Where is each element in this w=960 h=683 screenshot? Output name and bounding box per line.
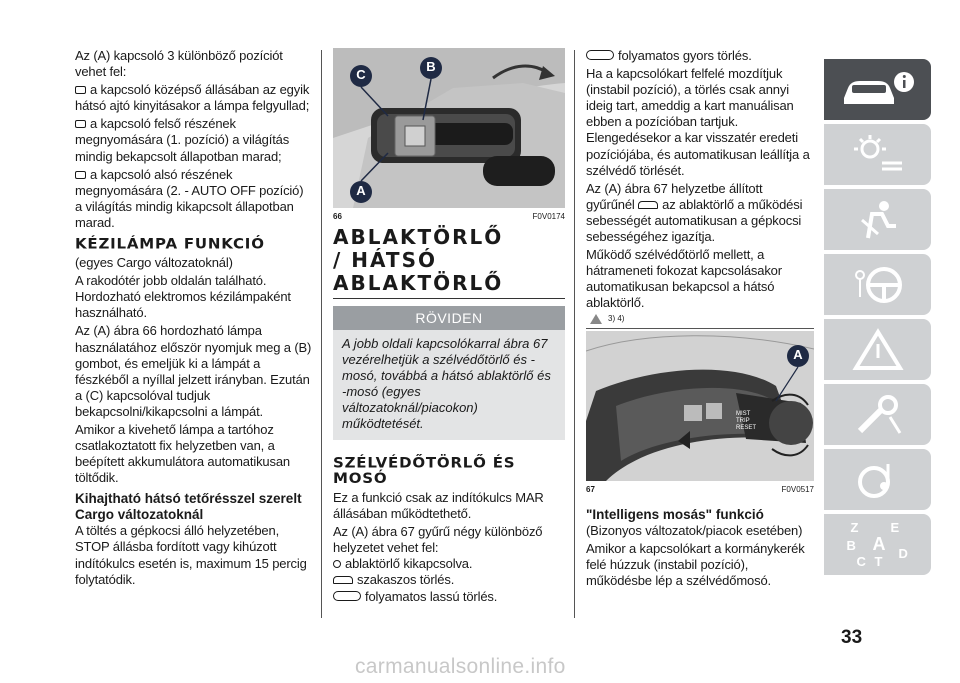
chapter-heading: ABLAKTÖRLŐ / HÁTSÓ ABLAKTÖRLŐ <box>333 225 504 295</box>
section-heading: KÉZILÁMPA FUNKCIÓ <box>75 235 265 253</box>
section-heading: SZÉLVÉDŐTÖRLŐ ÉS MOSÓ <box>333 454 516 487</box>
position-item: a kapcsoló felső részének megnyomására (1. pozíció) a világítás mindig bekapcsolt állapotban marad; <box>75 116 290 164</box>
paragraph: Ha a kapcsolókart felfelé mozdítjuk (instabil pozíció), a törlés csak annyi ideig tart, ameddig a kart manuálisan ebben a pozícióban tartjuk. Elengedésekor a kar visszatér eredeti pozíciójába, és automatikusan leállítja a szélvédő törlését. <box>586 66 810 178</box>
tab-emergency[interactable] <box>824 319 931 380</box>
ring-item: ablaktörlő kikapcsolva. <box>333 556 565 572</box>
paragraph: Amikor a kivehető lámpa a tartóhoz csatlakoztatott fix helyzetben van, a beépített akkumulátora automatikusan töltődik. <box>75 421 291 486</box>
paragraph: A rakodótér jobb oldalán található. Hordozható elektromos kézilámpaként használható. <box>75 273 291 321</box>
alphabetical-index-icon: Z E B A C T D <box>846 519 908 569</box>
middle-column <box>333 48 565 605</box>
figure-67 <box>586 331 814 481</box>
tab-index[interactable] <box>824 514 931 575</box>
paragraph: Amikor a kapcsolókart a kormánykerék felé húzzuk (instabil pozíció), működésbe lép a szélvédőmosó. <box>586 540 805 588</box>
summary-title: RÖVIDEN <box>333 306 565 330</box>
square-outline-icon <box>75 120 86 128</box>
steering-wheel-key-icon <box>848 263 908 307</box>
figure-code: F0V0517 <box>781 484 814 494</box>
car-info-icon <box>838 68 918 112</box>
figure-label-a: A <box>793 346 803 362</box>
figure-code: F0V0174 <box>532 212 565 221</box>
warning-reference: 3) 4) <box>590 314 814 324</box>
warning-triangle-icon <box>590 314 602 324</box>
tab-starting-driving[interactable] <box>824 254 931 315</box>
sub-heading: "Intelligens mosás" funkció <box>586 506 764 522</box>
wiper-lever-illustration <box>586 331 814 481</box>
multimedia-icon <box>848 458 908 502</box>
slow-wiper-icon <box>333 591 361 601</box>
figure-caption <box>333 212 565 222</box>
tab-dashboard-lights[interactable] <box>824 124 931 185</box>
tab-safety[interactable] <box>824 189 931 250</box>
ring-item: szakaszos törlés. <box>333 572 565 588</box>
figure-top-rule <box>586 328 814 329</box>
paragraph: (Bizonyos változatok/piacok esetében) <box>586 522 803 538</box>
paragraph: (egyes Cargo változatoknál) <box>75 255 233 271</box>
intermittent-wiper-icon <box>333 576 353 584</box>
figure-number: 67 <box>586 484 595 494</box>
off-ring-icon <box>333 560 341 568</box>
figure-label-a: A <box>356 183 366 198</box>
figure-label-c: C <box>356 67 366 82</box>
ring-item: folyamatos lassú törlés. <box>333 589 565 605</box>
page-number: 33 <box>841 627 863 648</box>
position-item: a kapcsoló alsó részének megnyomására (2. - AUTO OFF pozíció) a világítás mindig kikapcsolt állapotban marad. <box>75 166 304 230</box>
heading-rule <box>333 298 565 299</box>
square-outline-icon <box>75 171 86 179</box>
tab-multimedia[interactable] <box>824 449 931 510</box>
breakdown-warning-icon <box>848 328 908 372</box>
watermark: carmanualsonline.info <box>355 655 566 678</box>
square-outline-icon <box>75 86 86 94</box>
maintenance-wrench-icon <box>848 393 908 437</box>
fast-wiper-icon <box>586 50 614 60</box>
figure-66 <box>333 48 565 208</box>
paragraph: Működő szélvédőtörlő mellett, a hátrameneti fokozat kapcsolásakor automatikusan bekapcsol a hátsó ablaktörlő. <box>586 247 782 311</box>
left-column <box>75 48 313 588</box>
intro-text: Az (A) kapcsoló 3 különböző pozíciót vehet fel: <box>75 48 283 80</box>
intermittent-wiper-icon <box>638 201 658 209</box>
tab-maintenance[interactable] <box>824 384 931 445</box>
chapter-tabs <box>824 59 931 579</box>
tab-car-info[interactable] <box>824 59 931 120</box>
ring-item: folyamatos gyors törlés. <box>586 48 814 64</box>
lever-labels: MIST TRIP RESET <box>736 410 757 431</box>
figure-number: 66 <box>333 212 342 221</box>
dashboard-lights-icon <box>848 133 908 177</box>
paragraph: Az (A) ábra 67 gyűrű négy különböző helyzetet vehet fel: <box>333 524 543 556</box>
right-column <box>586 48 814 589</box>
figure-label-b: B <box>426 59 436 74</box>
figure-caption <box>586 485 814 495</box>
paragraph: A töltés a gépkocsi álló helyzetében, STOP állásba fordított vagy kihúzott indítókulcs esetén is, maximum 15 percig folytatódik. <box>75 523 307 587</box>
paragraph: Az (A) ábra 66 hordozható lámpa használatához először nyomjuk meg a (B) gombot, és emeljük ki a lámpát a fészkéből a nyíllal jelzett irányban. Ezután a (C) kapcsolóval tudjuk bekapcsolni/kikapcsolni a lámpát. <box>75 323 312 419</box>
airbag-seat-icon <box>848 198 908 242</box>
summary-text: A jobb oldali kapcsolókarral ábra 67 vezérelhetjük a szélvédőtörlő és -mosó, továbbá a hátsó ablaktörlő és -mosó (egyes változatoknál/piacokon) működtetését. <box>333 330 565 440</box>
column-divider <box>321 50 322 618</box>
paragraph: Ez a funkció csak az indítókulcs MAR állásában működtethető. <box>333 490 544 522</box>
position-item: a kapcsoló középső állásában az egyik hátsó ajtó kinyitásakor a lámpa felgyullad; <box>75 82 310 114</box>
column-divider <box>574 50 575 618</box>
paragraph: Az (A) ábra 67 helyzetbe állított gyűrűnél az ablaktörlő a működési sebességét automatikusan a gépkocsi sebességéhez igazítja. <box>586 180 803 245</box>
sub-heading: Kihajtható hátsó tetőrésszel szerelt Cargo változatoknál <box>75 491 302 523</box>
